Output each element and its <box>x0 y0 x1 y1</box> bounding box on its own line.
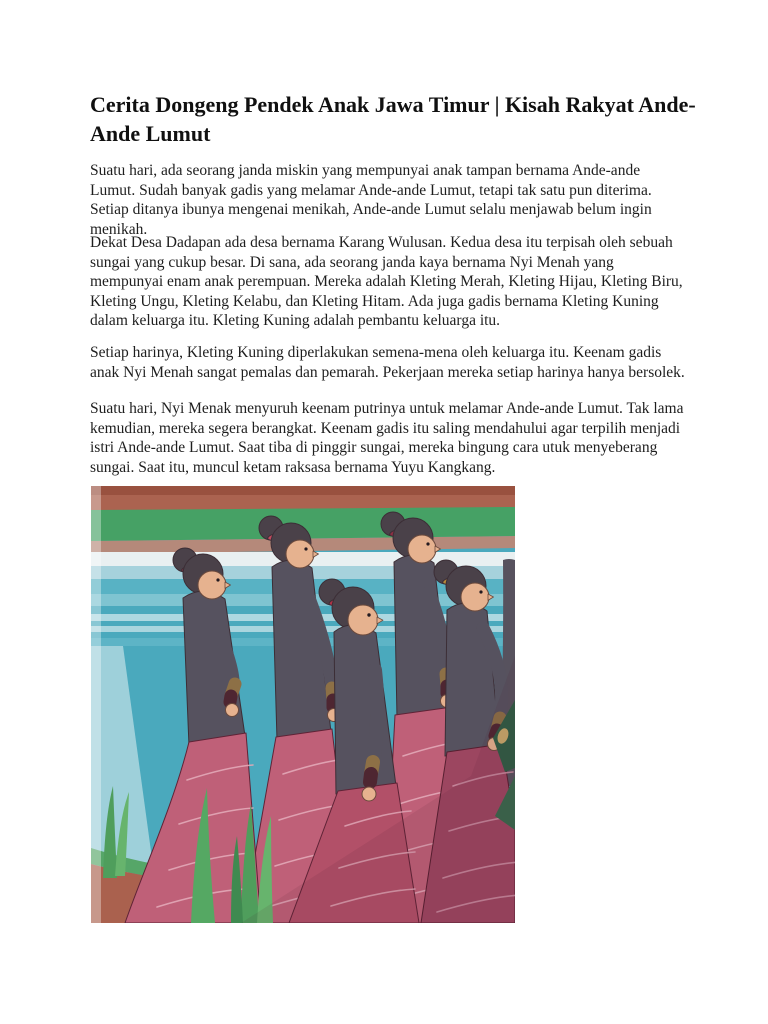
story-paragraph-2: Dekat Desa Dadapan ada desa bernama Karang Wulusan. Kedua desa itu terpisah oleh sebuah sungai yang cukup besar. Di sana, ada seorang janda kaya bernama Nyi Menah yang mempunyai enam anak perempuan. Mereka adalah Kleting Merah, Kleting Hijau, Kleting Biru, Kleting Ungu, Kleting Kelabu, dan Kleting Hitam. Ada juga gadis bernama Kleting Kuning dalam keluarga itu. Kleting Kuning adalah pembantu keluarga itu. <box>90 234 683 330</box>
story-paragraph-1: Suatu hari, ada seorang janda miskin yang mempunyai anak tampan bernama Ande-ande Lumut. Sudah banyak gadis yang melamar Ande-ande Lumut, tetapi tak satu pun diterima. Setiap ditanya ibunya mengenai menikah, Ande-ande Lumut selalu menjawab belum ingin menikah. <box>90 162 652 238</box>
story-illustration <box>91 486 515 923</box>
page-title: Cerita Dongeng Pendek Anak Jawa Timur | Kisah Rakyat Ande-Ande Lumut <box>90 92 696 146</box>
story-paragraph-4: Suatu hari, Nyi Menak menyuruh keenam putrinya untuk melamar Ande-ande Lumut. Tak lama kemudian, mereka segera berangkat. Keenam gadis itu saling mendahului agar terpilih menjadi istri Ande-ande Lumut. Saat tiba di pinggir sungai, mereka bingung cara utuk menyeberang sungai. Saat itu, muncul ketam raksasa bernama Yuyu Kangkang. <box>90 400 684 476</box>
story-paragraph-3: Setiap harinya, Kleting Kuning diperlakukan semena-mena oleh keluarga itu. Keenam gadis anak Nyi Menah sangat pemalas dan pemarah. Pekerjaan mereka setiap harinya hanya bersolek. <box>90 344 685 381</box>
